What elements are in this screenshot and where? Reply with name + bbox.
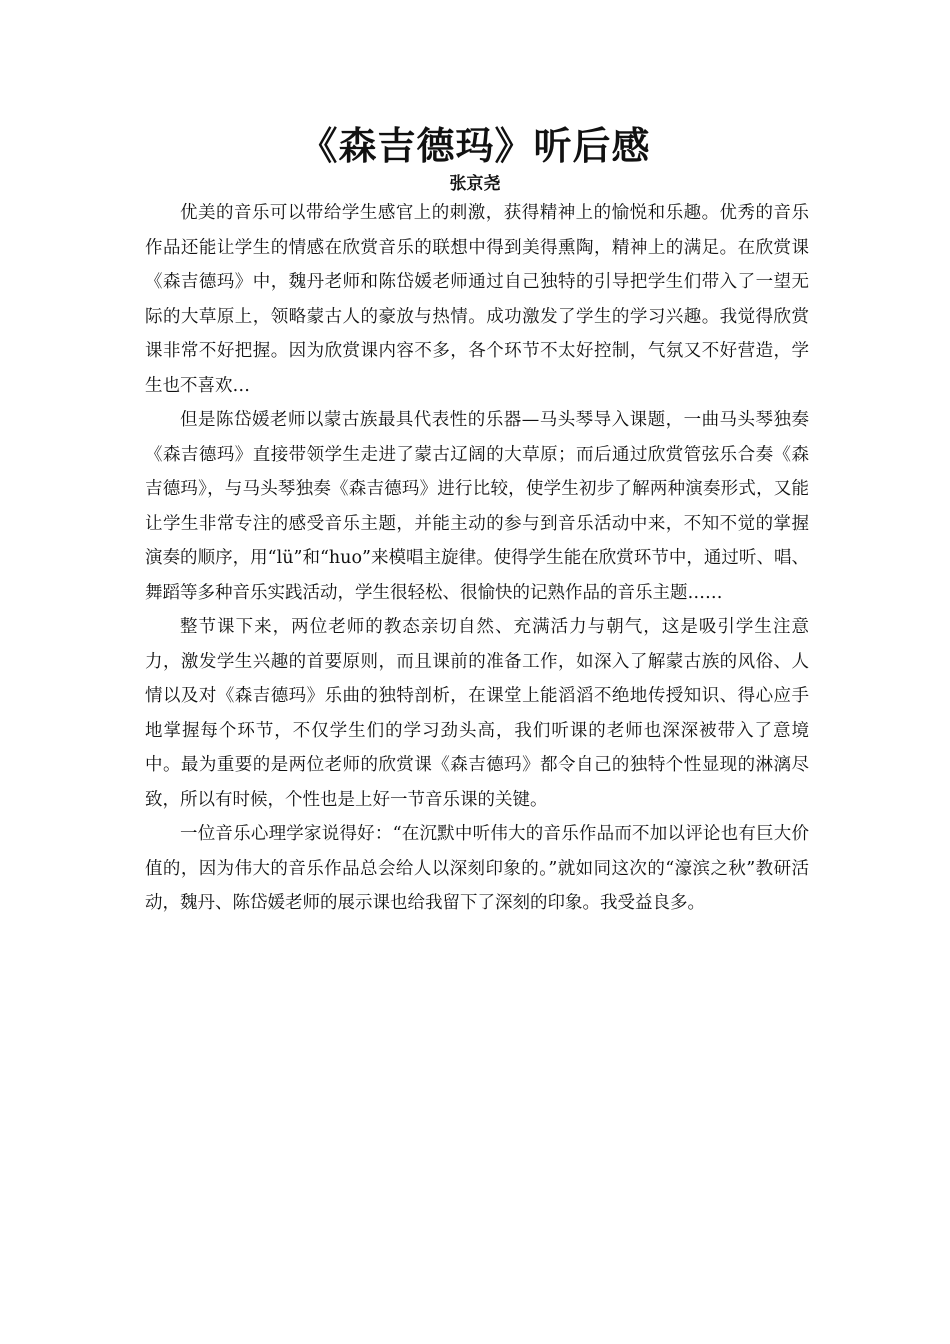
paragraph-2: 但是陈岱媛老师以蒙古族最具代表性的乐器—马头琴导入课题，一曲马头琴独奏《森吉德玛》直接带领学生走进了蒙古辽阔的大草原；而后通过欣赏管弦乐合奏《森吉德玛》，与马头琴独奏《森吉德玛》进行比较，使学生初步了解两种演奏形式，又能让学生非常专注的感受音乐主题，并能主动的参与到音乐活动中来，不知不觉的掌握演奏的顺序，用“lü”和“huo”来模唱主旋律。使得学生能在欣赏环节中，通过听、唱、舞蹈等多种音乐实践活动，学生很轻松、很愉快的记熟作品的音乐主题……	[145, 410, 809, 603]
document-body	[145, 196, 809, 921]
document-author: 张京尧	[449, 174, 501, 194]
paragraph-3: 整节课下来，两位老师的教态亲切自然、充满活力与朝气，这是吸引学生注意力，激发学生兴趣的首要原则，而且课前的准备工作，如深入了解蒙古族的风俗、人情以及对《森吉德玛》乐曲的独特剖析，在课堂上能滔滔不绝地传授知识、得心应手地掌握每个环节，不仅学生们的学习劲头高，我们听课的老师也深深被带入了意境中。最为重要的是两位老师的欣赏课《森吉德玛》都令自己的独特个性显现的淋漓尽致，所以有时候，个性也是上好一节音乐课的关键。	[145, 617, 809, 810]
document-title: 《森吉德玛》听后感	[299, 124, 651, 168]
paragraph-1: 优美的音乐可以带给学生感官上的刺激，获得精神上的愉悦和乐趣。优秀的音乐作品还能让学生的情感在欣赏音乐的联想中得到美得熏陶，精神上的满足。在欣赏课《森吉德玛》中，魏丹老师和陈岱媛老师通过自己独特的引导把学生们带入了一望无际的大草原上，领略蒙古人的豪放与热情。成功激发了学生的学习兴趣。我觉得欣赏课非常不好把握。因为欣赏课内容不多，各个环节不太好控制，气氛又不好营造，学生也不喜欢…	[145, 203, 809, 396]
paragraph-4: 一位音乐心理学家说得好：“在沉默中听伟大的音乐作品而不加以评论也有巨大价值的，因为伟大的音乐作品总会给人以深刻印象的。”就如同这次的“濠滨之秋”教研活动，魏丹、陈岱媛老师的展示课也给我留下了深刻的印象。我受益良多。	[145, 824, 809, 913]
